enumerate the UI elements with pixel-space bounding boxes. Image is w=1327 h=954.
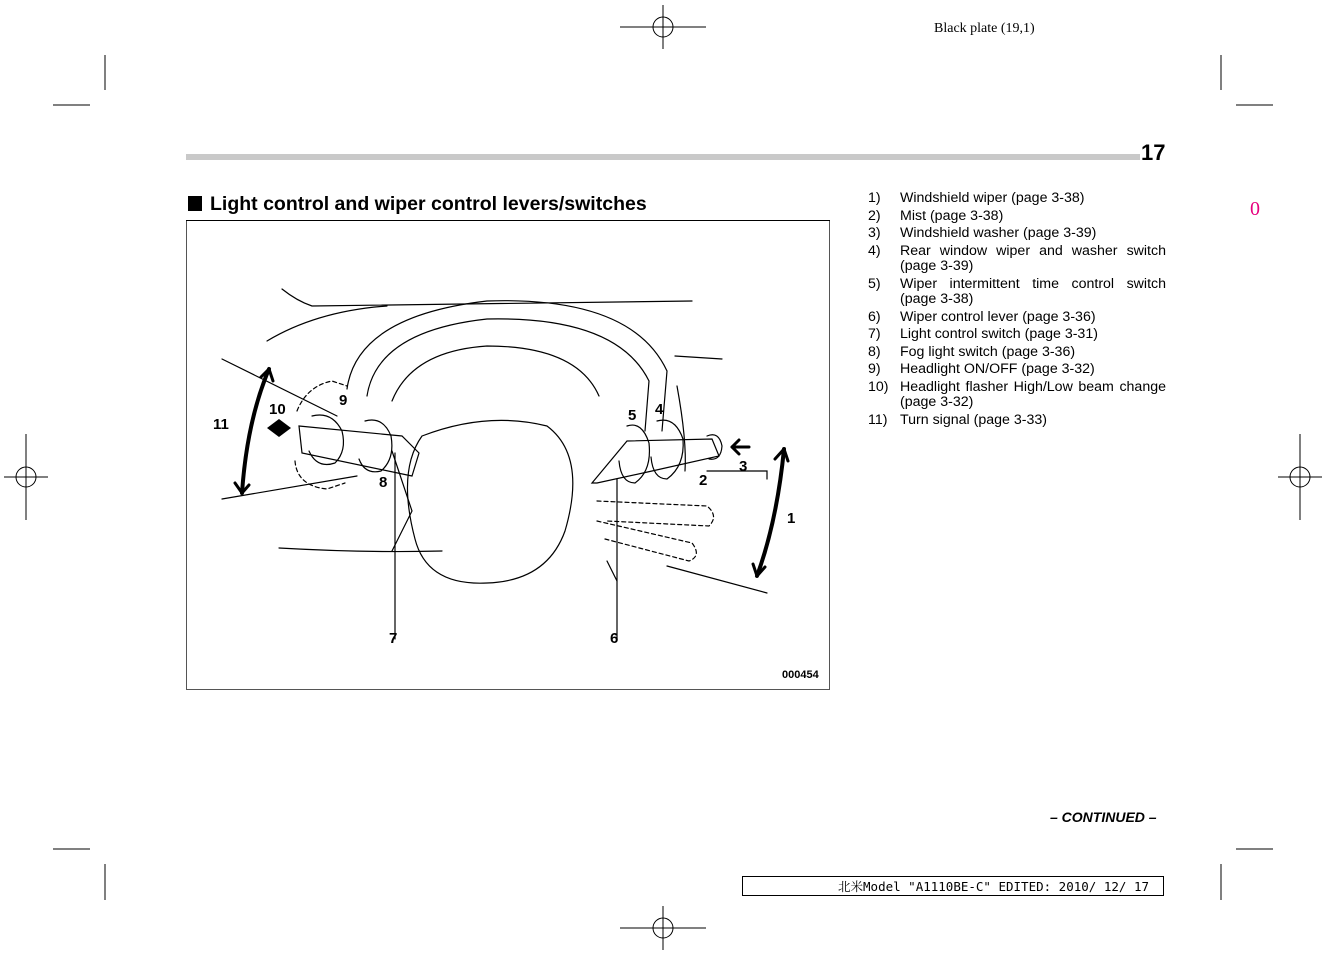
footer-model-box xyxy=(742,876,1164,896)
legend-item: 10) Headlight flasher High/Low beam change (page 3-32) xyxy=(868,378,1166,410)
steering-wheel-rim xyxy=(347,301,667,431)
callout-8: 8 xyxy=(379,474,388,491)
dash-line xyxy=(282,289,692,306)
fog-ring xyxy=(359,420,392,472)
footer-text: 北米Model "A1110BE-C" EDITED: 2010/ 12/ 17 xyxy=(838,879,1149,894)
legend-item: 8) Fog light switch (page 3-36) xyxy=(868,343,1076,360)
legend-item: 1) Windshield wiper (page 3-38) xyxy=(868,190,1085,206)
plate-label: Black plate (19,1) xyxy=(934,21,1035,36)
legend-item: 11) Turn signal (page 3-33) xyxy=(868,411,1047,428)
steering-wheel-illustration xyxy=(187,221,829,689)
page-number: 17 xyxy=(1141,140,1166,165)
callout-10: 10 xyxy=(269,401,286,418)
flasher-diamond-icon xyxy=(267,419,291,437)
steering-column-figure xyxy=(186,221,830,690)
section-title-text: Light control and wiper control levers/switches xyxy=(210,193,647,215)
light-control-lever xyxy=(299,426,419,476)
callout-1: 1 xyxy=(787,510,796,527)
legend-item: 6) Wiper control lever (page 3-36) xyxy=(868,308,1096,325)
legend-item: 9) Headlight ON/OFF (page 3-32) xyxy=(868,361,1095,377)
legend-item: 7) Light control switch (page 3-31) xyxy=(868,326,1098,342)
legend-item: 5) Wiper intermittent time control switch (page 3-38) xyxy=(868,275,1166,307)
callout-9: 9 xyxy=(339,392,348,409)
registration-mark-left xyxy=(4,434,48,520)
column-right-edge xyxy=(667,566,767,593)
dash-curve-left xyxy=(267,306,387,341)
callout-2: 2 xyxy=(699,472,708,489)
callout-4: 4 xyxy=(655,401,664,418)
header-rule xyxy=(186,154,1140,160)
registration-mark-right xyxy=(1278,434,1322,520)
callout-11: 11 xyxy=(213,416,229,433)
square-bullet-icon xyxy=(188,196,202,211)
registration-mark-bottom xyxy=(620,906,706,950)
registration-mark-top xyxy=(620,5,706,49)
callout-5: 5 xyxy=(628,407,637,424)
figure-code: 000454 xyxy=(782,669,819,681)
section-heading xyxy=(188,193,647,216)
callout-7: 7 xyxy=(389,630,398,647)
callout-3: 3 xyxy=(739,458,748,475)
airbag-hub xyxy=(407,420,572,583)
callout-legend xyxy=(868,191,1166,430)
continued-label: – CONTINUED – xyxy=(1050,809,1157,825)
legend-item: 4) Rear window wiper and washer switch (page 3-39) xyxy=(868,242,1166,274)
margin-marker: 0 xyxy=(1250,198,1260,220)
callout-6: 6 xyxy=(610,630,619,647)
legend-item: 2) Mist (page 3-38) xyxy=(868,207,1004,224)
legend-item: 3) Windshield washer (page 3-39) xyxy=(868,225,1097,241)
